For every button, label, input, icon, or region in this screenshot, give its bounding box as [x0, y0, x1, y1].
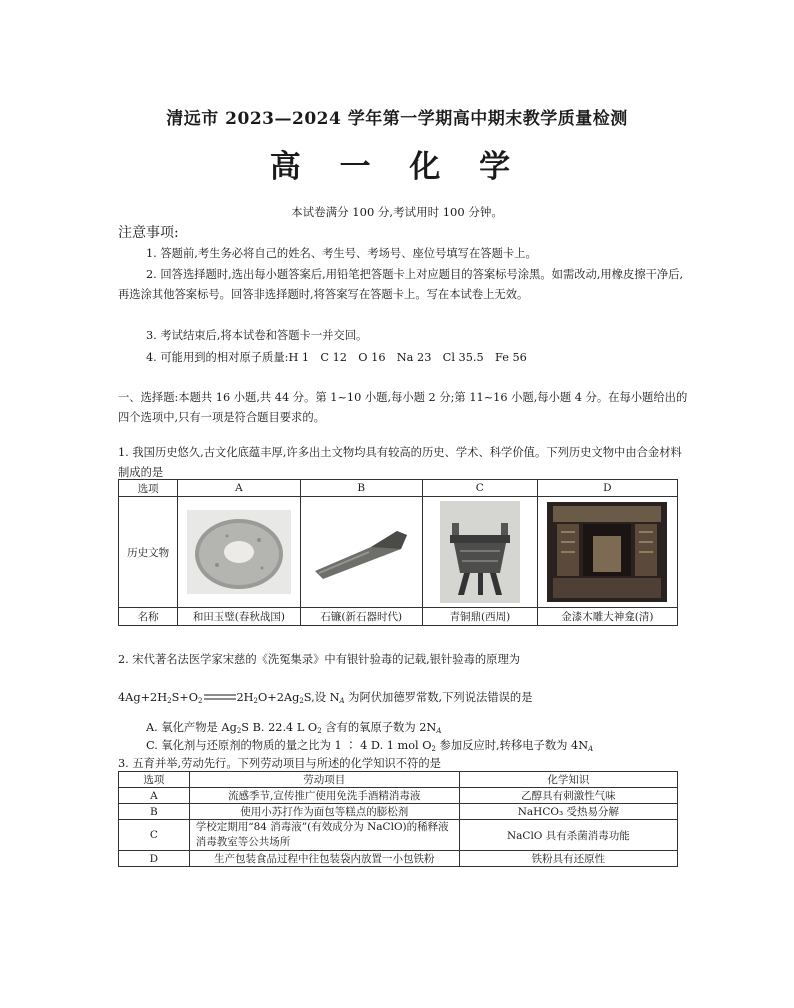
table-row: [119, 497, 678, 608]
section-heading: 一、选择题:本题共 16 小题,共 44 分。第 1~10 小题,每小题 2 分;第 11~16 小题,每小题 4 分。在每小题给出的四个选项中,只有一项是符合题目要求的。: [118, 391, 688, 424]
table-cell: 选项: [119, 772, 190, 788]
equals-icon: [203, 693, 237, 701]
equation-tail: 设 N: [314, 691, 340, 704]
table-cell: [300, 497, 422, 608]
table-cell: [537, 497, 677, 608]
table-header-row: [119, 480, 678, 497]
question-1-stem: 1. 我国历史悠久,古文化底蕴丰厚,许多出土文物均具有较高的历史、学术、科学价值。下列历史文物中由合金材料制成的是: [118, 446, 682, 479]
bronze-ding-image: [440, 501, 520, 603]
notice-item-3: 3. 考试结束后,将本试卷和答题卡一并交回。: [146, 329, 368, 342]
table-cell: 生产包装食品过程中往包装袋内放置一小包铁粉: [189, 851, 459, 867]
jade-disc-image: [187, 510, 291, 594]
table-cell: 乙醇具有刺激性气味: [459, 788, 677, 804]
table-cell: [422, 497, 537, 608]
table-cell: [178, 497, 300, 608]
table-cell: 历史文物: [119, 497, 178, 608]
table-cell: 石镰(新石器时代): [300, 608, 422, 626]
table-cell: D: [119, 851, 190, 867]
notice-heading: 注意事项:: [118, 225, 179, 241]
notice-item-4: 4. 可能用到的相对原子质量:H 1 C 12 O 16 Na 23 Cl 35.5 Fe 56: [146, 351, 527, 364]
table-cell: 流感季节,宣传推广使用免洗手酒精消毒液: [189, 788, 459, 804]
table-cell: 劳动项目: [189, 772, 459, 788]
equation-rest: 为阿伏加德罗常数,下列说法错误的是: [344, 691, 533, 704]
question-1-table: [118, 479, 678, 626]
equation-left: 4Ag+2H: [118, 691, 168, 704]
table-cell: C: [422, 480, 537, 497]
table-cell: B: [119, 804, 190, 820]
table-cell: 使用小苏打作为面包等糕点的膨松剂: [189, 804, 459, 820]
table-row: [119, 851, 678, 867]
question-3-stem: 3. 五育并举,劳动先行。下列劳动项目与所述的化学知识不符的是: [118, 757, 441, 770]
table-cell: D: [537, 480, 677, 497]
exam-title: 清远市 2023—2024 学年第一学期高中期末教学质量检测: [166, 109, 628, 129]
notice-item-1: 1. 答题前,考生务必将自己的姓名、考生号、考场号、座位号填写在答题卡上。: [146, 247, 537, 260]
table-cell: 金漆木雕大神龛(清): [537, 608, 677, 626]
table-cell: A: [119, 788, 190, 804]
gilded-shrine-image: [547, 502, 667, 602]
question-2-options-ab: A. 氧化产物是 $Ag_2S$ B. 22.4 L $O_2$ 含有的氧原子数为 $2N_A$: [146, 721, 442, 735]
subject-title: 高 一 化 学: [269, 149, 525, 185]
table-row: [119, 820, 678, 851]
exam-meta: 本试卷满分 100 分,考试用时 100 分钟。: [291, 205, 503, 219]
table-row: [119, 804, 678, 820]
question-2-options-cd: C. 氧化剂与还原剂的物质的量之比为 1 ∶ 4 D. 1 mol $O_2$ 参加反应时,转移电子数为 $4N_A$: [146, 739, 594, 753]
stone-sickle-image: [309, 517, 413, 587]
table-cell: 化学知识: [459, 772, 677, 788]
table-cell: 名称: [119, 608, 178, 626]
table-cell: B: [300, 480, 422, 497]
table-header-row: [119, 772, 678, 788]
table-cell: C: [119, 820, 190, 851]
table-cell: A: [178, 480, 300, 497]
question-3-table: [118, 771, 678, 867]
table-cell: NaClO 具有杀菌消毒功能: [459, 820, 677, 851]
table-cell: 学校定期用“84 消毒液”(有效成分为 NaClO)的稀释液消毒教室等公共场所: [189, 820, 459, 851]
table-row: [119, 608, 678, 626]
table-cell: 青铜鼎(西周): [422, 608, 537, 626]
question-2-equation: $4Ag+2H_2S+O_2$ $2H_2O+2Ag_2S$,设 $N_A$ 为阿伏加德罗常数,下列说法错误的是: [118, 691, 533, 705]
table-cell: 和田玉璧(春秋战国): [178, 608, 300, 626]
table-cell: 选项: [119, 480, 178, 497]
table-cell: 铁粉具有还原性: [459, 851, 677, 867]
table-row: [119, 788, 678, 804]
question-2-stem: 2. 宋代著名法医学家宋慈的《洗冤集录》中有银针验毒的记载,银针验毒的原理为: [118, 653, 521, 666]
notice-item-2: 2. 回答选择题时,选出每小题答案后,用铅笔把答题卡上对应题目的答案标号涂黑。如需改动,用橡皮擦干净后,再选涂其他答案标号。回答非选择题时,将答案写在答题卡上。写在本试卷上无效。: [118, 268, 684, 301]
table-cell: NaHCO₃ 受热易分解: [459, 804, 677, 820]
